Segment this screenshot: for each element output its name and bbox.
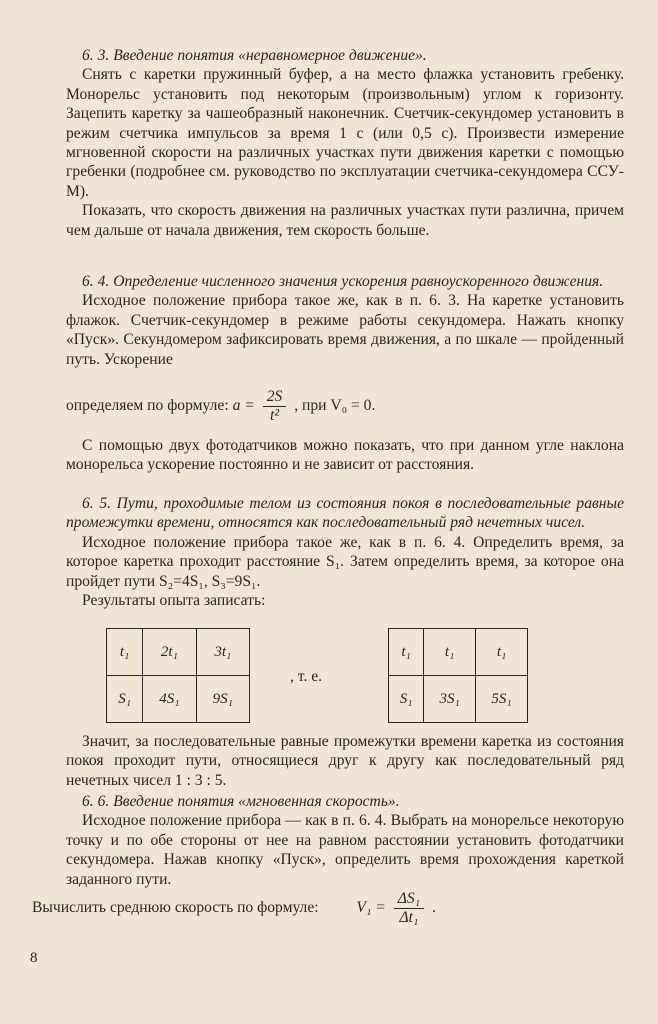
denominator: Δt₁ — [399, 909, 419, 926]
formula-suffix: , при V₀ = 0. — [294, 397, 376, 415]
table-cell: t₁ — [389, 629, 424, 676]
numerator: 2S — [263, 388, 287, 407]
fraction — [394, 890, 424, 927]
section-heading: 6. 4. Определение численного значения ускорения равноускоренного движения. — [82, 273, 604, 290]
table-row — [389, 676, 528, 723]
section-6-3 — [66, 46, 624, 240]
section-6-5-conclusion — [66, 732, 624, 790]
table-cell: 5S₁ — [476, 676, 528, 723]
fraction — [263, 388, 287, 425]
paragraph: Исходное положение прибора такое же, как в п. 6. 3. На каретке установить флажок. Счетчик-секундомер в режиме работы секундомера. Нажать кнопку «Пуск». Секундомером зафиксировать время движения, а по шкале — пройденный путь. Ускорение — [66, 292, 624, 368]
table-cell: S₁ — [389, 676, 424, 723]
paragraph: Исходное положение прибора такое же, как в п. 6. 4. Определить время, за которое каретка проходит расстояние S₁. Затем определить время, за которое она пройдет пути S₂=4S₁, S₃=9S₁. — [66, 533, 624, 590]
formula-velocity — [32, 890, 624, 927]
section-6-5 — [66, 494, 624, 610]
table-row — [107, 629, 250, 676]
formula-acceleration — [66, 388, 624, 425]
paragraph: Снять с каретки пружинный буфер, а на место флажка установить гребенку. Монорельс установить под некоторым (произвольным) углом к горизонту. Зацепить каретку за чашеобразный наконечник. Счетчик-секундомер установить в режим счетчика импульсов за время 1 с (или 0,5 с). Произвести измерение мгновенной скорости на различных участках пути движения каретки с помощью гребенки (подробнее см. руководство по эксплуатации счетчика-секундомера ССУ-М). — [66, 66, 624, 200]
paragraph: Значит, за последовательные равные промежутки времени каретка из состояния покоя проходит пути, относящиеся друг к другу как последовательный ряд нечетных чисел 1 : 3 : 5. — [66, 733, 624, 789]
table-row — [389, 629, 528, 676]
table-cell: 2t₁ — [143, 629, 196, 676]
formula-lhs: V₁ = — [356, 899, 386, 917]
formula-prefix: определяем по формуле: — [66, 397, 229, 415]
table-cell: S₁ — [107, 676, 143, 723]
table-row — [107, 676, 250, 723]
paragraph: Исходное положение прибора — как в п. 6. 4. Выбрать на монорельсе некоторую точку и по обе стороны от нее на равном расстоянии установить фотодатчики секундомера. Нажав кнопку «Пуск», определить время прохождения кареткой заданного пути. — [66, 812, 624, 888]
paragraph: Результаты опыта записать: — [82, 592, 266, 610]
paragraph: Показать, что скорость движения на различных участках пути различна, причем чем дальше от начала движения, тем скорость больше. — [66, 202, 624, 239]
table-cell: t₁ — [424, 629, 476, 676]
section-6-6 — [66, 792, 624, 889]
formula-lhs: a = — [232, 397, 255, 415]
table-cell: 4S₁ — [143, 676, 196, 723]
section-6-4 — [66, 272, 624, 369]
paragraph: С помощью двух фотодатчиков можно показать, что при данном угле наклона монорельса ускорение постоянно и не зависит от расстояния. — [66, 437, 624, 474]
section-6-4-cont — [66, 436, 624, 475]
formula-prefix: Вычислить среднюю скорость по формуле: — [32, 899, 319, 917]
table-cell: t₁ — [476, 629, 528, 676]
section-heading: 6. 3. Введение понятия «неравномерное движение». — [82, 47, 427, 64]
table-cell: 3t₁ — [196, 629, 249, 676]
results-table-2 — [388, 628, 528, 723]
section-heading: 6. 5. Пути, проходимые телом из состояния покоя в последовательные равные промежутки времени, относятся как последовательный ряд нечетных чисел. — [66, 495, 624, 532]
table-cell: t₁ — [107, 629, 143, 676]
results-table-1 — [106, 628, 250, 723]
table-connector: , т. е. — [290, 668, 323, 685]
denominator: t² — [269, 407, 279, 424]
table-cell: 3S₁ — [424, 676, 476, 723]
section-heading: 6. 6. Введение понятия «мгновенная скорость». — [82, 793, 400, 810]
page-number: 8 — [30, 950, 38, 966]
formula-suffix: . — [431, 899, 436, 917]
table-cell: 9S₁ — [196, 676, 249, 723]
numerator: ΔS₁ — [394, 890, 424, 909]
